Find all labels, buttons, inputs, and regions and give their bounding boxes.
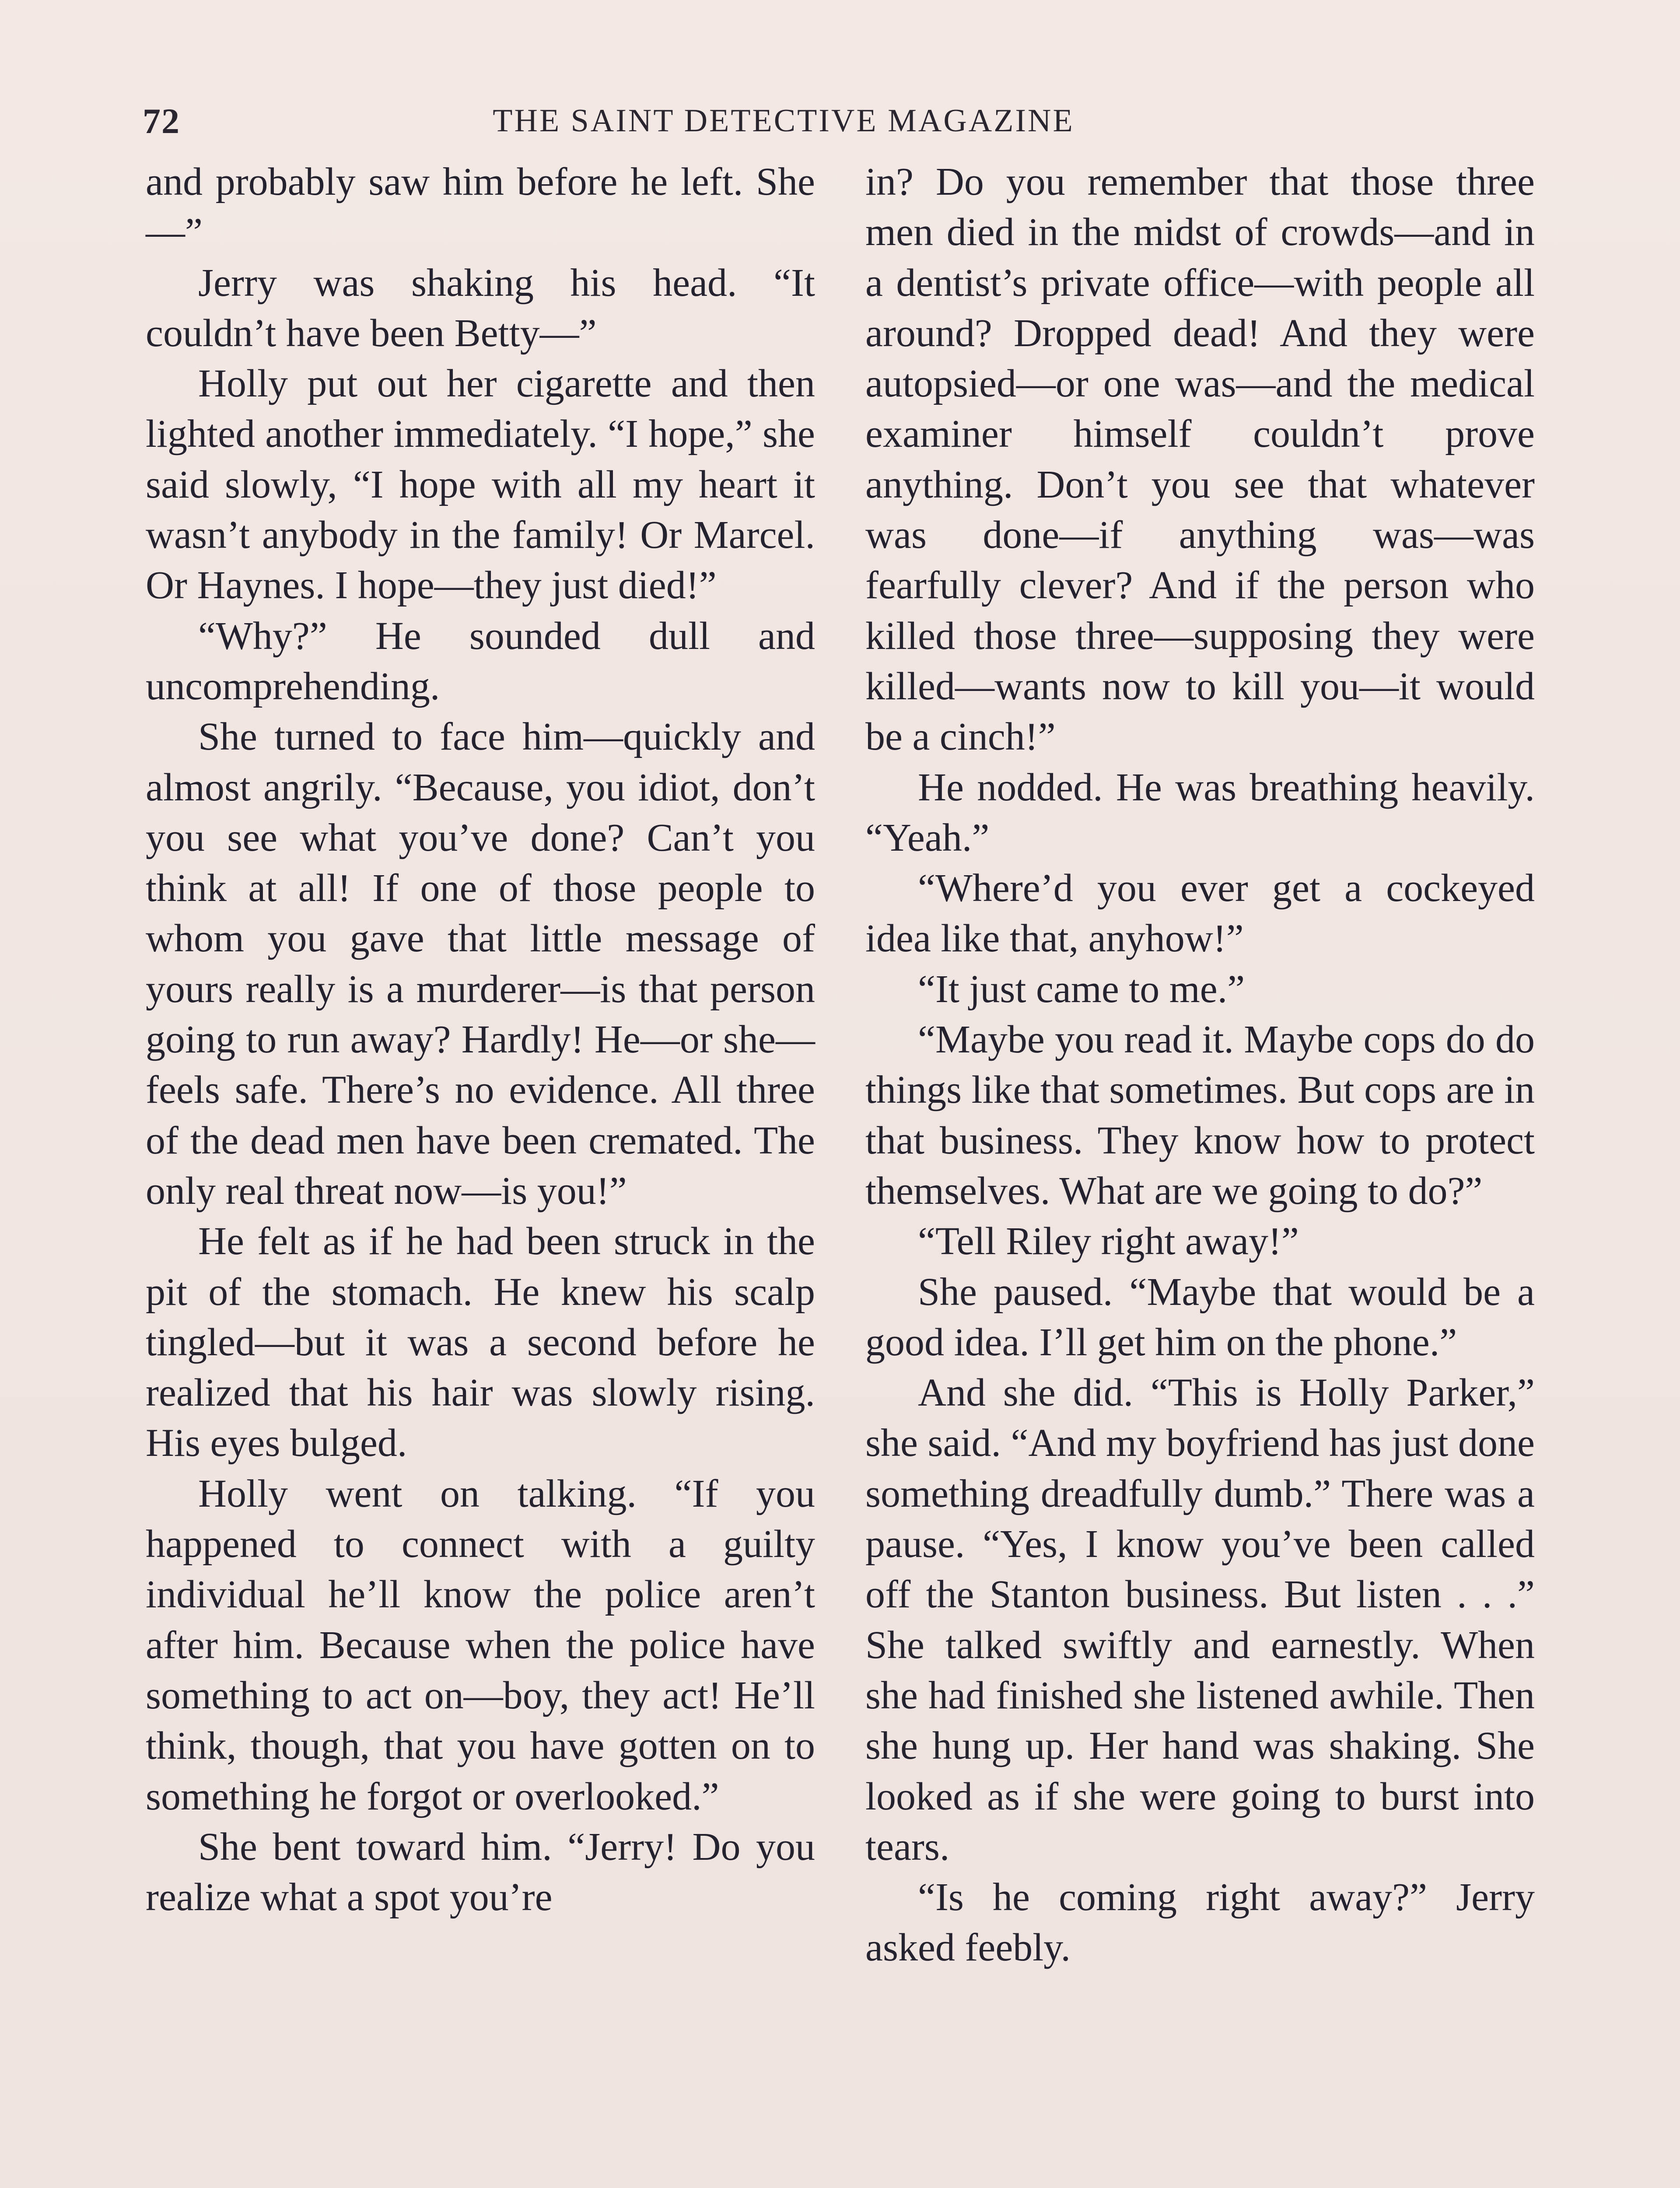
- paragraph: She turned to face him—quickly and almost angrily. “Because, you idiot, don’t you see what you’ve done? Can’t you think at all! If one of those people to whom you gave that little message of yours really is a murderer—is that person going to run away? Hardly! He—or she—feels safe. There’s no evidence. All three of the dead men have been cremated. The only real threat now—is you!”: [146, 715, 815, 1213]
- paragraph: and probably saw him before he left. She—”: [146, 160, 815, 254]
- paragraph: He nodded. He was breathing heavily. “Yeah.”: [865, 765, 1535, 859]
- paragraph: Holly went on talking. “If you happened to connect with a guilty individual he’ll know the police aren’t after him. Because when the police have something to act on—boy, they act! He’ll think, though, that you have gotten on to something he forgot or overlooked.”: [146, 1472, 815, 1818]
- paragraph: She bent toward him. “Jerry! Do you realize what a spot you’re: [146, 1825, 815, 1919]
- paragraph: Holly put out her cigarette and then lighted another immediately. “I hope,” she said slowly, “I hope with all my heart it wasn’t anybody in the family! Or Marcel. Or Haynes. I hope—they just died!”: [146, 362, 815, 607]
- paragraph: She paused. “Maybe that would be a good idea. I’ll get him on the phone.”: [865, 1270, 1535, 1364]
- paragraph: Jerry was shaking his head. “It couldn’t have been Betty—”: [146, 261, 815, 355]
- page-header: [143, 101, 1424, 149]
- paragraph: “Why?” He sounded dull and uncomprehending.: [146, 614, 815, 708]
- page-number: 72: [143, 101, 180, 141]
- paragraph: “It just came to me.”: [918, 967, 1245, 1011]
- running-title: THE SAINT DETECTIVE MAGAZINE: [493, 103, 1074, 139]
- paragraph: “Maybe you read it. Maybe cops do do things like that sometimes. But cops are in that business. They know how to protect themselves. What are we going to do?”: [865, 1018, 1535, 1213]
- paragraph: in? Do you remember that those three men died in the midst of crowds—and in a dentist’s private office—with people all around? Dropped dead! And they were autopsied—or one was—and the medical examiner himself couldn’t prove anything. Don’t you see that whatever was done—if anything was—was fearfully clever? And if the person who killed those three—supposing they were killed—wants now to kill you—it would be a cinch!”: [865, 160, 1535, 759]
- paragraph: “Where’d you ever get a cockeyed idea like that, anyhow!”: [865, 866, 1535, 961]
- paragraph: “Tell Riley right away!”: [918, 1220, 1299, 1263]
- paragraph: And she did. “This is Holly Parker,” she said. “And my boyfriend has just done something dreadfully dumb.” There was a pause. “Yes, I know you’ve been called off the Stanton business. But listen . . .” She talked swiftly and earnestly. When she had finished she listened awhile. Then she hung up. Her hand was shaking. She looked as if she were going to burst into tears.: [865, 1371, 1535, 1869]
- right-column: [865, 157, 1535, 1973]
- left-column: [146, 157, 815, 1922]
- paragraph: He felt as if he had been struck in the pit of the stomach. He knew his scalp tingled—but it was a second before he realized that his hair was slowly rising. His eyes bulged.: [146, 1220, 815, 1465]
- paragraph: “Is he coming right away?” Jerry asked feebly.: [865, 1876, 1535, 1970]
